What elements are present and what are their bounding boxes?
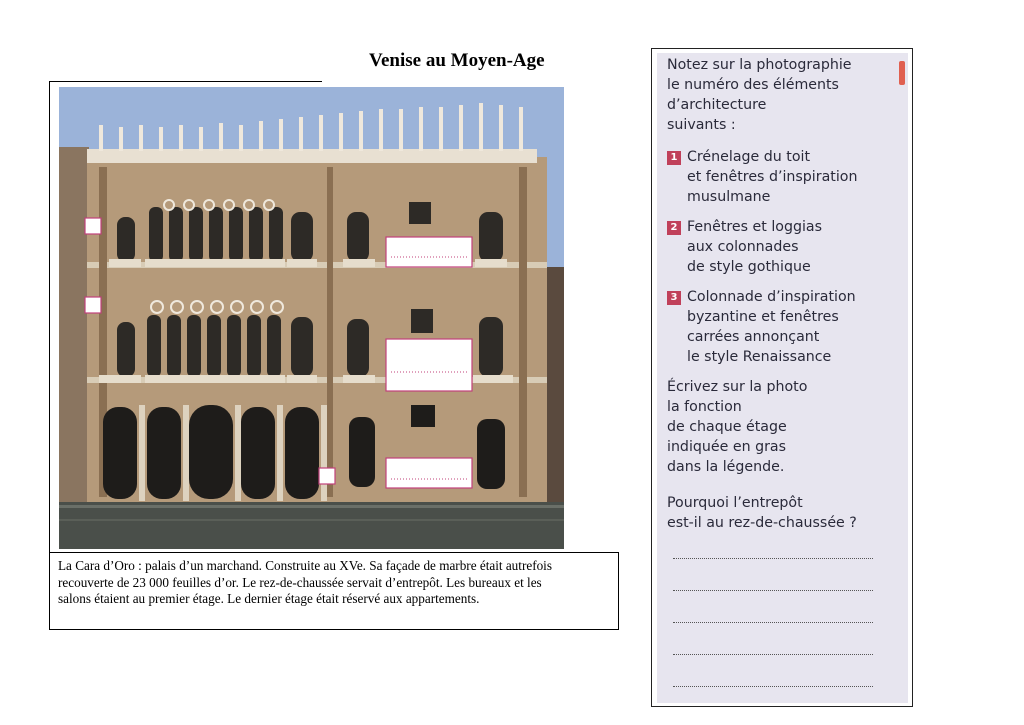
caption-line: recouverte de 23 000 feuilles d’or. Le rez-de-chaussée servait d’entrepôt. Les bureaux et les xyxy=(58,574,542,590)
exercise-panel-bg xyxy=(657,53,908,703)
page-title: Venise au Moyen-Age xyxy=(369,50,545,71)
panel-tab-marker xyxy=(899,61,905,85)
answer-line[interactable] xyxy=(673,622,873,623)
photo-caption xyxy=(49,552,619,630)
answer-line[interactable] xyxy=(673,654,873,655)
caption-line: La Cara d’Oro : palais d’un marchand. Construite au XVe. Sa façade de marbre était autrefois xyxy=(58,558,552,573)
caption-line: salons étaient au premier étage. Le dernier étage était réservé aux appartements. xyxy=(58,591,480,606)
question-text: Pourquoi l’entrepôt est-il au rez-de-chaussée ? xyxy=(667,495,857,531)
item-1: 1 Crénelage du toit et fenêtres d’inspiration musulmane xyxy=(667,147,857,207)
number-badge-1: 1 xyxy=(667,151,681,165)
instruction-text: Écrivez sur la photo la fonction de chaque étage indiquée en gras dans la légende. xyxy=(667,379,808,475)
number-badge-3: 3 xyxy=(667,291,681,305)
answer-line[interactable] xyxy=(673,590,873,591)
palace-photo xyxy=(59,87,564,549)
item-3: 3 Colonnade d’inspiration byzantine et fenêtres carrées annonçant le style Renaissance xyxy=(667,287,856,367)
intro-text: Notez sur la photographie le numéro des éléments d’architecture suivants : xyxy=(667,57,852,133)
item-2: 2 Fenêtres et loggias aux colonnades de style gothique xyxy=(667,217,822,277)
exercise-panel xyxy=(651,48,913,707)
answer-line[interactable] xyxy=(673,558,873,559)
number-badge-2: 2 xyxy=(667,221,681,235)
answer-line[interactable] xyxy=(673,686,873,687)
